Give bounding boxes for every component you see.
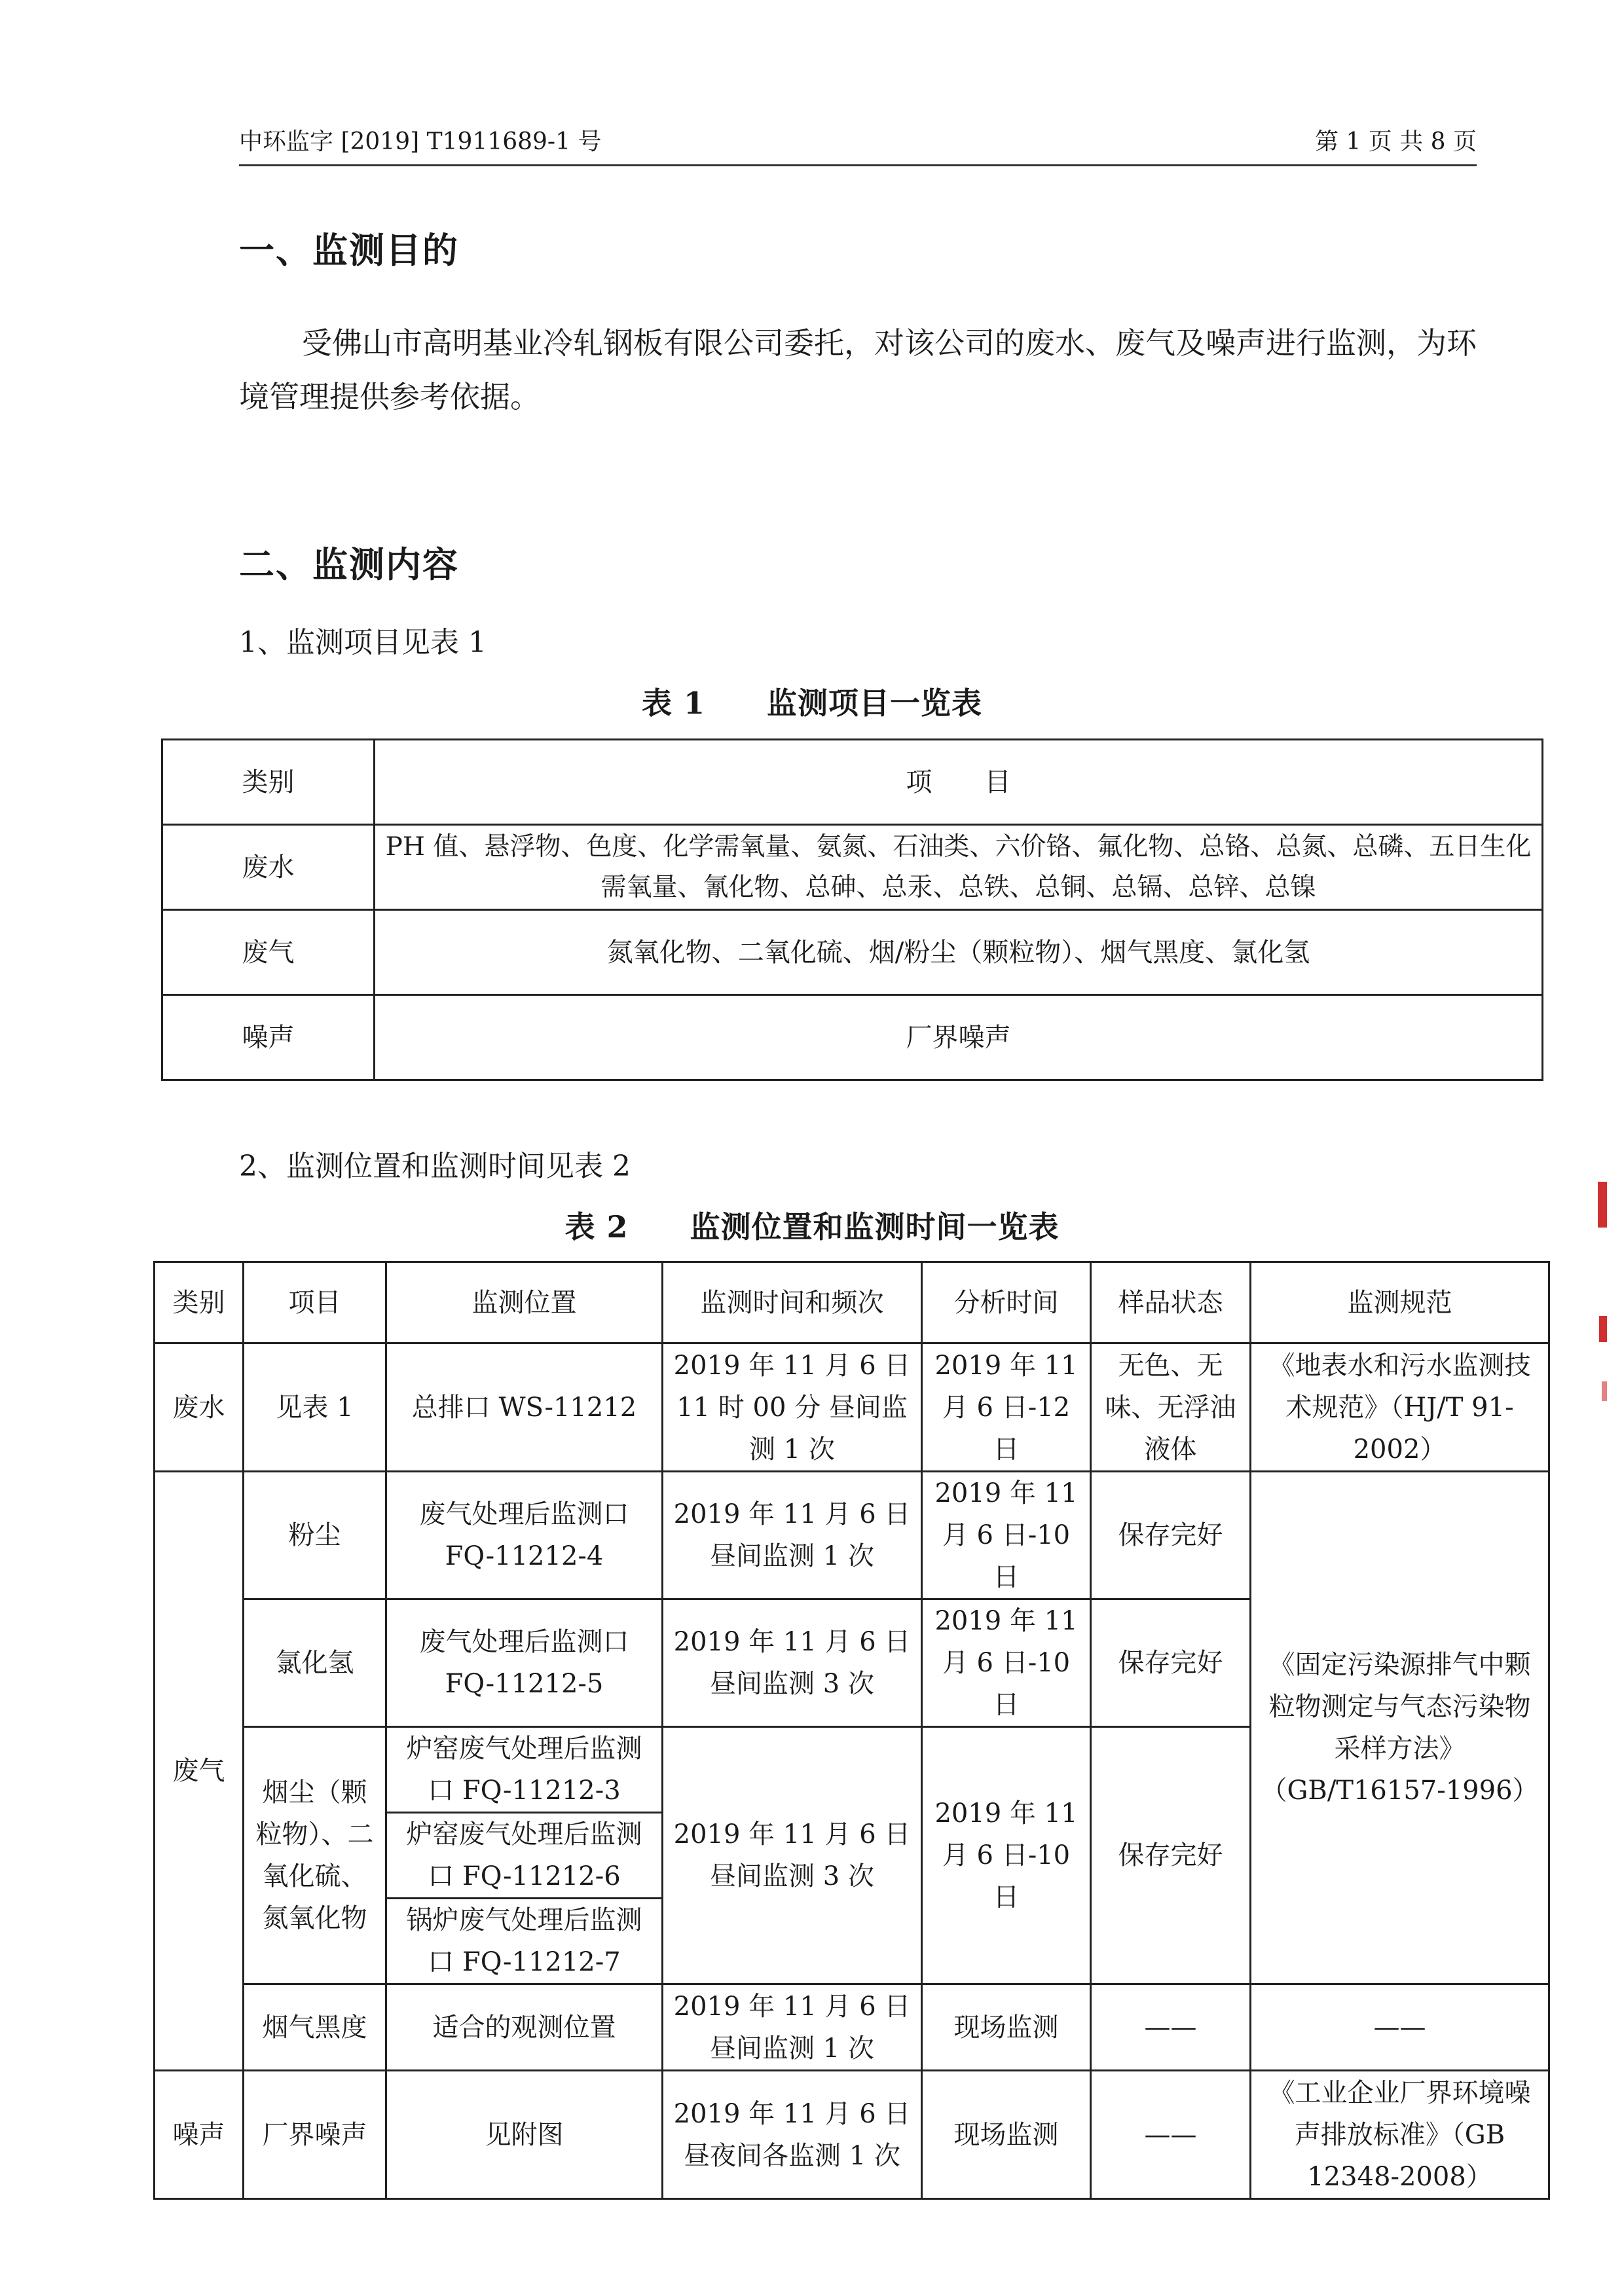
standard-cell: ——: [1251, 1984, 1549, 2071]
table-row-dust: [155, 1472, 1549, 1599]
standard-cell: 《工业企业厂界环境噪声排放标准》（GB 12348-2008）: [1251, 2071, 1549, 2199]
location-cell: 锅炉废气处理后监测口 FQ-11212-7: [386, 1899, 663, 1984]
analysis-cell: 2019 年 11 月 6 日-10 日: [922, 1472, 1091, 1599]
standard-cell: 《地表水和污水监测技术规范》（HJ/T 91-2002）: [1251, 1343, 1549, 1472]
item-cell: 厂界噪声: [244, 2071, 386, 2199]
state-cell: ——: [1091, 1984, 1251, 2071]
standard-cell: 《固定污染源排气中颗粒物测定与气态污染物采样方法》（GB/T16157-1996）: [1251, 1472, 1549, 1984]
location-cell: 适合的观测位置: [386, 1984, 663, 2071]
table-row-noise: [155, 2071, 1549, 2199]
purpose-paragraph: 受佛山市高明基业冷轧钢板有限公司委托，对该公司的废水、废气及噪声进行监测，为环境管理提供参考依据。: [239, 325, 1477, 414]
state-cell: 保存完好: [1091, 1727, 1251, 1984]
state-cell: 无色、无味、无浮油液体: [1091, 1343, 1251, 1472]
section-title-purpose: 一、监测目的: [239, 230, 459, 271]
location-cell: 废气处理后监测口 FQ-11212-4: [386, 1472, 663, 1599]
table2-caption: 表 2 监测位置和监测时间一览表: [564, 1209, 1060, 1245]
header-cell: 监测时间和频次: [663, 1262, 922, 1343]
state-cell: 保存完好: [1091, 1472, 1251, 1599]
item-cell: 氯化氢: [244, 1599, 386, 1727]
header-cell: 监测位置: [386, 1262, 663, 1343]
subheading-table1-ref: 1、监测项目见表 1: [239, 626, 487, 659]
location-time-table: [153, 1261, 1550, 2200]
header-cell: 样品状态: [1091, 1262, 1251, 1343]
time-cell: 2019 年 11 月 6 日 昼间监测 1 次: [663, 1472, 922, 1599]
time-cell: 2019 年 11 月 6 日 11 时 00 分 昼间监测 1 次: [663, 1343, 922, 1472]
page-header: [239, 123, 1477, 166]
location-cell: 炉窑废气处理后监测口 FQ-11212-6: [386, 1813, 663, 1899]
location-cell: 炉窑废气处理后监测口 FQ-11212-3: [386, 1727, 663, 1813]
location-cell: 见附图: [386, 2071, 663, 2199]
table-row-wastewater: [155, 1343, 1549, 1472]
state-cell: ——: [1091, 2071, 1251, 2199]
section-title-content: 二、监测内容: [239, 544, 459, 585]
time-cell: 2019 年 11 月 6 日 昼间监测 3 次: [663, 1599, 922, 1727]
analysis-cell: 2019 年 11 月 6 日-12 日: [922, 1343, 1091, 1472]
header-cell: 项 目: [375, 740, 1543, 825]
item-cell: 烟尘（颗粒物）、二氧化硫、氮氧化物: [244, 1727, 386, 1984]
analysis-cell: 2019 年 11 月 6 日-10 日: [922, 1727, 1091, 1984]
page-indicator: 第 1 页 共 8 页: [1314, 128, 1477, 155]
stamp-edge-mark: [1598, 1182, 1607, 1228]
category-cell: 噪声: [155, 2071, 244, 2199]
time-cell: 2019 年 11 月 6 日 昼夜间各监测 1 次: [663, 2071, 922, 2199]
state-cell: 保存完好: [1091, 1599, 1251, 1727]
category-cell: 废水: [162, 825, 375, 910]
table-row-blackness: [155, 1984, 1549, 2071]
items-cell: 氮氧化物、二氧化硫、烟/粉尘（颗粒物）、烟气黑度、氯化氢: [375, 910, 1543, 995]
header-cell: 监测规范: [1251, 1262, 1549, 1343]
table-row: [162, 910, 1543, 995]
category-cell: 废水: [155, 1343, 244, 1472]
category-cell: 废气: [162, 910, 375, 995]
monitoring-items-table: [161, 738, 1543, 1081]
location-cell: 总排口 WS-11212: [386, 1343, 663, 1472]
category-cell: 废气: [155, 1472, 244, 2071]
item-cell: 粉尘: [244, 1472, 386, 1599]
header-cell: 分析时间: [922, 1262, 1091, 1343]
location-cell: 废气处理后监测口 FQ-11212-5: [386, 1599, 663, 1727]
items-cell: PH 值、悬浮物、色度、化学需氧量、氨氮、石油类、六价铬、氟化物、总铬、总氮、总磷、五日生化需氧量、氰化物、总砷、总汞、总铁、总铜、总镉、总锌、总镍: [375, 825, 1543, 910]
stamp-edge-mark: [1602, 1381, 1607, 1401]
category-cell: 噪声: [162, 995, 375, 1080]
time-cell: 2019 年 11 月 6 日 昼间监测 3 次: [663, 1727, 922, 1984]
analysis-cell: 现场监测: [922, 2071, 1091, 2199]
subheading-table2-ref: 2、监测位置和监测时间见表 2: [239, 1150, 631, 1183]
document-number: 中环监字 [2019] T1911689-1 号: [239, 128, 602, 155]
table-header-row: [162, 740, 1543, 825]
item-cell: 烟气黑度: [244, 1984, 386, 2071]
items-cell: 厂界噪声: [375, 995, 1543, 1080]
header-cell: 类别: [155, 1262, 244, 1343]
analysis-cell: 现场监测: [922, 1984, 1091, 2071]
time-cell: 2019 年 11 月 6 日 昼间监测 1 次: [663, 1984, 922, 2071]
stamp-edge-mark: [1599, 1316, 1607, 1342]
item-cell: 见表 1: [244, 1343, 386, 1472]
table-row: [162, 995, 1543, 1080]
table-header-row: [155, 1262, 1549, 1343]
table1-caption: 表 1 监测项目一览表: [641, 685, 983, 721]
analysis-cell: 2019 年 11 月 6 日-10 日: [922, 1599, 1091, 1727]
header-cell: 类别: [162, 740, 375, 825]
table-row: [162, 825, 1543, 910]
header-cell: 项目: [244, 1262, 386, 1343]
